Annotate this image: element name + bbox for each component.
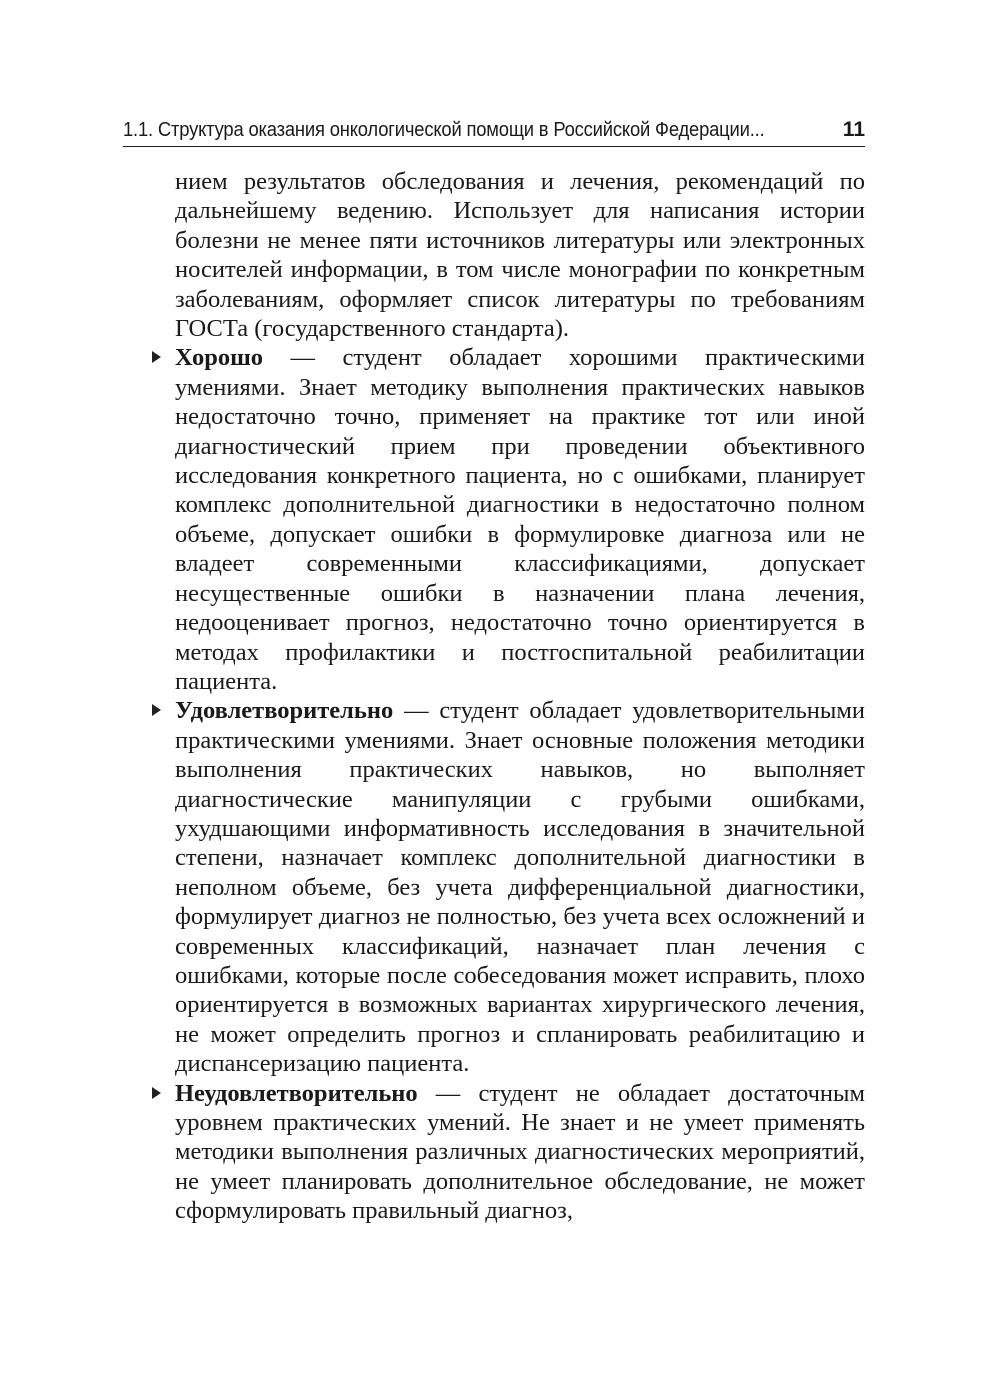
list-item-term: Хорошо [175, 344, 263, 372]
running-header [123, 116, 865, 147]
list-item-text: — студент не обладает достаточным уровнем практических умений. Не знает и не умеет применять методики выполнения различных диагностических мероприятий, не умеет планировать дополнительное обследование, не может сформулировать правильный диагноз, [175, 1079, 865, 1225]
running-header-title: 1.1. Структура оказания онкологической помощи в Российской Федерации... [123, 119, 765, 141]
triangle-bullet-icon [152, 351, 161, 363]
body-text [123, 167, 865, 1226]
continuation-paragraph: нием результатов обследования и лечения, рекомендаций по дальнейшему ведению. Использует для написания истории болезни не менее пяти источников литературы или электронных носителей информации, в том числе монографии по конкретным заболеваниям, оформляет список литературы по требованиям ГОСТа (государственного стандарта). [175, 168, 865, 343]
list-item-term: Удовлетворительно [175, 697, 394, 725]
page-number: 11 [842, 118, 865, 141]
list-item-term: Неудовлетворительно [175, 1079, 418, 1107]
triangle-bullet-icon [152, 704, 161, 716]
list-item-text: — студент обладает удовлетворительными практическими умениями. Знает основные положения методики выполнения практических навыков, но выполняет диагностические манипуляции с грубыми ошибками, ухудшающими информативность исследования в значительной степени, назначает комплекс дополнительной диагностики в неполном объеме, без учета дифференциальной диагностики, формулирует диагноз не полностью, без учета всех осложнений и современных классификаций, назначает план лечения с ошибками, которые после собеседования может исправить, плохо ориентируется в возможных вариантах хирургического лечения, не может определить прогноз и спланировать реабилитацию и диспансеризацию пациента. [175, 697, 865, 1078]
triangle-bullet-icon [152, 1087, 161, 1099]
list-item-text: — студент обладает хорошими практическими умениями. Знает методику выполнения практических навыков недостаточно точно, применяет на практике тот или иной диагностический прием при проведении объективного исследования конкретного пациента, но с ошибками, планирует комплекс дополнительной диагностики в недостаточно полном объеме, допускает ошибки в формулировке диагноза или не владеет современными классификациями, допускает несущественные ошибки в назначении плана лечения, недооценивает прогноз, недостаточно точно ориентируется в методах профилактики и постгоспитальной реабилитации пациента. [175, 344, 865, 695]
list-item-good [123, 343, 865, 696]
list-item-satisfactory [123, 696, 865, 1078]
list-item-unsatisfactory [123, 1079, 865, 1226]
